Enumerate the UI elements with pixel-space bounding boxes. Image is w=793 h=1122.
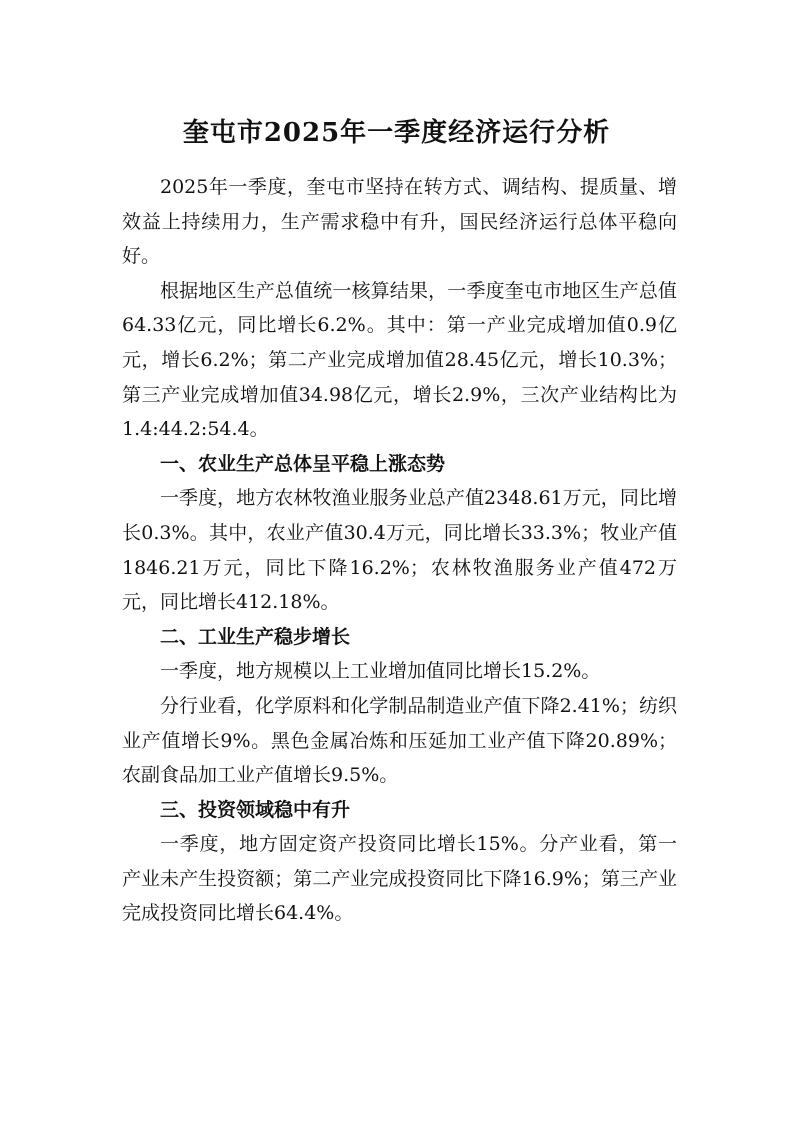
industry-paragraph: 一季度，地方规模以上工业增加值同比增长15.2%。 <box>160 660 601 683</box>
document-body <box>122 170 677 931</box>
gdp-paragraph: 根据地区生产总值统一核算结果，一季度奎屯市地区生产总值64.33亿元，同比增长6.2%。其中：第一产业完成增加值0.9亿元，增长6.2%；第二产业完成增加值28.45亿元，增长10.3%；第三产业完成增加值34.98亿元，增长2.9%，三次产业结构比为1.4:44.2:54.4。 <box>122 279 677 441</box>
document-title: 奎屯市2025年一季度经济运行分析 <box>182 118 611 149</box>
intro-paragraph: 2025年一季度，奎屯市坚持在转方式、调结构、提质量、增效益上持续用力，生产需求稳中有升，国民经济运行总体平稳向好。 <box>122 176 677 268</box>
industry-detail-paragraph: 分行业看，化学原料和化学制品制造业产值下降2.41%；纺织业产值增长9%。黑色金属冶炼和压延加工业产值下降20.89%；农副食品加工业产值增长9.5%。 <box>122 694 677 787</box>
section-heading-investment: 三、投资领域稳中有升 <box>160 798 351 821</box>
section-heading-industry: 二、工业生产稳步增长 <box>160 625 351 648</box>
agriculture-paragraph: 一季度，地方农林牧渔业服务业总产值2348.61万元，同比增长0.3%。其中，农业产值30.4万元，同比增长33.3%；牧业产值1846.21万元，同比下降16.2%；农林牧渔服务业产值472万元，同比增长412.18%。 <box>122 487 677 614</box>
section-heading-agriculture: 一、农业生产总体呈平稳上涨态势 <box>160 452 446 475</box>
investment-paragraph: 一季度，地方固定资产投资同比增长15%。分产业看，第一产业未产生投资额；第二产业完成投资同比下降16.9%；第三产业完成投资同比增长64.4%。 <box>122 833 677 925</box>
